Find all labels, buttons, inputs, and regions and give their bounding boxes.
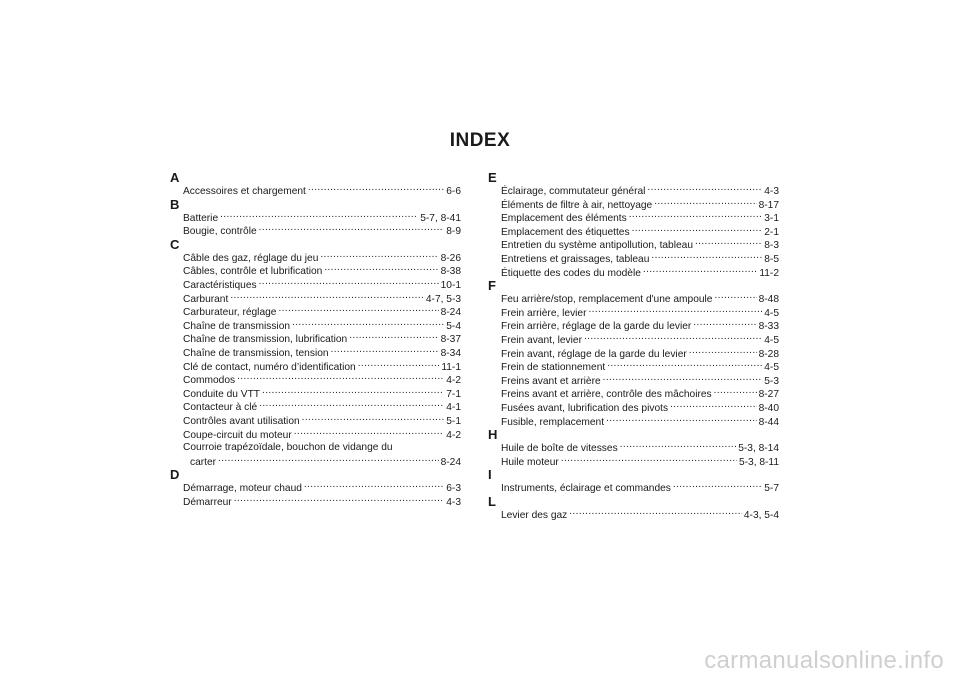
index-entry-label: Emplacement des éléments — [501, 213, 627, 225]
index-entry-page: 4-5 — [764, 362, 779, 374]
index-column-left — [170, 171, 461, 508]
index-letter-heading: I — [488, 467, 492, 483]
index-entry-label: Feu arrière/stop, remplacement d'une ampoule — [501, 294, 713, 306]
index-entry — [170, 400, 461, 414]
index-entry-page: 8-40 — [758, 402, 779, 414]
index-entry-label: Frein avant, levier — [501, 334, 582, 346]
index-entry-label: Caractéristiques — [183, 279, 257, 291]
index-entry-label: Coupe-circuit du moteur — [183, 429, 292, 441]
index-entry-page: 8-5 — [764, 253, 779, 265]
index-entry-page: 5-1 — [446, 415, 461, 427]
index-entry-page: 4-1 — [446, 402, 461, 414]
index-entry — [488, 481, 779, 495]
index-entry-label: Carburant — [183, 293, 229, 305]
index-entry-label: Accessoires et chargement — [183, 186, 306, 197]
index-entry-page: 8-27 — [758, 389, 779, 401]
dot-leader — [561, 455, 737, 465]
index-entry-label: Fusible, remplacement — [501, 416, 605, 428]
index-entry-label: Câble des gaz, réglage du jeu — [183, 252, 319, 264]
dot-leader — [693, 319, 756, 329]
dot-leader — [234, 495, 445, 505]
index-entry-page: 5-3, 8-14 — [738, 443, 779, 455]
index-entry-label: Chaîne de transmission, tension — [183, 347, 329, 359]
index-column-right — [488, 171, 779, 521]
index-entry-label: Démarrage, moteur chaud — [183, 483, 302, 495]
index-entry-label: Câbles, contrôle et lubrification — [183, 266, 323, 278]
index-entry — [170, 481, 461, 495]
index-entry-label: carter — [190, 456, 217, 468]
index-entry-label: Conduite du VTT — [183, 388, 261, 400]
dot-leader — [584, 333, 762, 343]
index-entry-label: Frein avant, réglage de la garde du levier — [501, 348, 687, 360]
index-entry-page: 5-7 — [764, 483, 779, 495]
dot-leader — [237, 373, 444, 383]
index-entry-page: 4-5 — [764, 334, 779, 346]
dot-leader — [259, 224, 445, 234]
index-entry — [488, 455, 779, 469]
index-entry-label: Freins avant et arrière, contrôle des mâchoires — [501, 389, 712, 401]
index-letter-heading: C — [170, 236, 180, 252]
dot-leader — [230, 292, 424, 302]
index-entry-page: 6-6 — [446, 186, 461, 197]
index-entry-page: 8-33 — [758, 321, 779, 333]
index-entry-page: 8-17 — [758, 199, 779, 211]
index-entry-label: Entretiens et graissages, tableau — [501, 253, 650, 265]
index-entry-label: Clé de contact, numéro d’identification — [183, 361, 356, 373]
index-entry — [170, 455, 461, 469]
index-entry-label: Carburateur, réglage — [183, 307, 277, 319]
index-entry — [488, 266, 779, 280]
dot-leader — [220, 211, 418, 221]
index-entry — [170, 319, 461, 333]
index-entry-label: Démarreur — [183, 496, 232, 508]
index-entry-page: 8-44 — [758, 416, 779, 428]
index-entry-page: 4-3, 5-4 — [743, 509, 779, 521]
index-entry — [488, 292, 779, 306]
page-title: INDEX — [449, 130, 511, 151]
index-entry-page: 8-48 — [758, 294, 779, 306]
index-entry-label: Freins avant et arrière — [501, 375, 601, 387]
dot-leader — [308, 184, 444, 194]
index-entry — [488, 360, 779, 374]
index-entry — [170, 441, 461, 455]
dot-leader — [304, 481, 444, 491]
index-letter-heading: D — [170, 467, 180, 483]
index-entry-label: Huile de boîte de vitesses — [501, 443, 618, 455]
index-entry — [488, 184, 779, 198]
index-entry-page: 7-1 — [446, 388, 461, 400]
index-entry — [170, 264, 461, 278]
dot-leader — [651, 252, 762, 262]
index-entry — [488, 347, 779, 361]
index-entry-label: Contrôles avant utilisation — [183, 415, 300, 427]
index-letter-heading: E — [488, 170, 497, 185]
index-entry — [170, 495, 461, 509]
index-letter-heading: L — [488, 493, 496, 509]
index-entry-page: 3-1 — [764, 213, 779, 225]
index-entry — [488, 225, 779, 239]
index-entry — [488, 387, 779, 401]
index-entry — [488, 401, 779, 415]
index-entry-label: Levier des gaz — [501, 509, 568, 521]
dot-leader — [607, 360, 762, 370]
index-entry-label: Contacteur à clé — [183, 402, 258, 414]
index-entry — [170, 292, 461, 306]
dot-leader — [324, 264, 438, 274]
index-entry-label: Huile moteur — [501, 456, 559, 468]
dot-leader — [673, 481, 762, 491]
index-entry — [488, 333, 779, 347]
index-entry-page: 6-3 — [446, 483, 461, 495]
dot-leader — [606, 415, 757, 425]
dot-leader — [262, 387, 444, 397]
index-entry — [170, 278, 461, 292]
index-entry — [488, 415, 779, 429]
dot-leader — [292, 319, 444, 329]
index-entry-page: 8-28 — [758, 348, 779, 360]
index-entry — [170, 428, 461, 442]
dot-leader — [714, 292, 756, 302]
index-entry-page: 5-7, 8-41 — [420, 212, 461, 224]
dot-leader — [589, 306, 763, 316]
index-letter-heading: A — [170, 170, 180, 185]
index-entry — [170, 211, 461, 225]
dot-leader — [632, 225, 763, 235]
dot-leader — [714, 387, 757, 397]
index-entry-label: Entretien du système antipollution, tableau — [501, 240, 693, 252]
dot-leader — [331, 346, 439, 356]
index-entry-page: 4-3 — [446, 496, 461, 508]
index-entry — [488, 211, 779, 225]
index-entry-page: 8-34 — [440, 347, 461, 359]
dot-leader — [603, 374, 763, 384]
index-entry — [488, 374, 779, 388]
index-entry-label: Éléments de filtre à air, nettoyage — [501, 199, 653, 211]
index-entry-page: 4-7, 5-3 — [425, 293, 461, 305]
index-entry-label: Fusées avant, lubrification des pivots — [501, 402, 669, 414]
index-entry-label: Chaîne de transmission, lubrification — [183, 334, 348, 346]
index-letter-heading: B — [170, 196, 180, 212]
index-entry-label: Commodos — [183, 375, 236, 387]
dot-leader — [569, 508, 742, 518]
index-entry-label: Frein arrière, réglage de la garde du levier — [501, 321, 692, 333]
index-entry-label: Frein de stationnement — [501, 362, 606, 374]
index-entry-page: 8-24 — [440, 307, 461, 319]
dot-leader — [278, 305, 438, 315]
dot-leader — [643, 266, 757, 276]
index-entry — [488, 306, 779, 320]
index-letter-heading: H — [488, 427, 498, 443]
index-entry — [170, 346, 461, 360]
index-entry — [170, 360, 461, 374]
dot-leader — [689, 347, 757, 357]
index-entry-label: Chaîne de transmission — [183, 320, 291, 332]
index-entry-page: 4-2 — [446, 429, 461, 441]
index-entry — [488, 441, 779, 455]
watermark: carmanualsonline.info — [704, 647, 944, 674]
index-entry — [170, 184, 461, 198]
index-entry-label: Batterie — [183, 212, 219, 224]
index-entry-page: 5-4 — [446, 320, 461, 332]
index-entry-page: 8-38 — [440, 266, 461, 278]
index-entry — [170, 387, 461, 401]
index-entry — [488, 508, 779, 522]
dot-leader — [259, 400, 444, 410]
index-entry-page: 8-9 — [446, 226, 461, 238]
index-entry — [170, 224, 461, 238]
index-entry-page: 11-1 — [441, 361, 461, 373]
dot-leader — [629, 211, 763, 221]
index-entry-page: 8-24 — [440, 456, 461, 468]
dot-leader — [620, 441, 737, 451]
dot-leader — [654, 198, 756, 208]
index-entry — [170, 373, 461, 387]
index-entry — [488, 238, 779, 252]
dot-leader — [218, 455, 439, 465]
dot-leader — [320, 251, 438, 261]
index-entry-page: 4-2 — [446, 375, 461, 387]
index-entry-page: 11-2 — [759, 267, 779, 279]
index-entry — [170, 332, 461, 346]
index-entry-label: Bougie, contrôle — [183, 226, 257, 238]
index-entry-label: Courroie trapézoïdale, bouchon de vidange du — [183, 442, 393, 454]
index-entry-page: 8-37 — [440, 334, 461, 346]
index-entry-page: 5-3, 8-11 — [738, 456, 779, 468]
index-entry-label: Emplacement des étiquettes — [501, 226, 630, 238]
index-entry-label: Frein arrière, levier — [501, 307, 587, 319]
dot-leader — [302, 414, 445, 424]
dot-leader — [349, 332, 438, 342]
index-entry-page: 8-26 — [440, 252, 461, 264]
index-entry — [170, 305, 461, 319]
index-entry — [488, 252, 779, 266]
index-entry — [488, 319, 779, 333]
index-entry-label: Éclairage, commutateur général — [501, 186, 646, 197]
index-entry — [170, 251, 461, 265]
dot-leader — [358, 360, 440, 370]
index-entry-page: 8-3 — [764, 240, 779, 252]
index-entry-page: 10-1 — [440, 279, 461, 291]
dot-leader — [647, 184, 762, 194]
index-entry-page: 4-5 — [764, 307, 779, 319]
index-entry — [170, 414, 461, 428]
index-entry — [488, 198, 779, 212]
dot-leader — [259, 278, 439, 288]
dot-leader — [670, 401, 757, 411]
index-entry-label: Instruments, éclairage et commandes — [501, 483, 671, 495]
index-entry-page: 5-3 — [764, 375, 779, 387]
dot-leader — [294, 428, 445, 438]
index-entry-page: 2-1 — [764, 226, 779, 238]
index-entry-label: Étiquette des codes du modèle — [501, 267, 641, 279]
dot-leader — [695, 238, 762, 248]
index-entry-page: 4-3 — [764, 186, 779, 197]
index-letter-heading: F — [488, 278, 496, 294]
